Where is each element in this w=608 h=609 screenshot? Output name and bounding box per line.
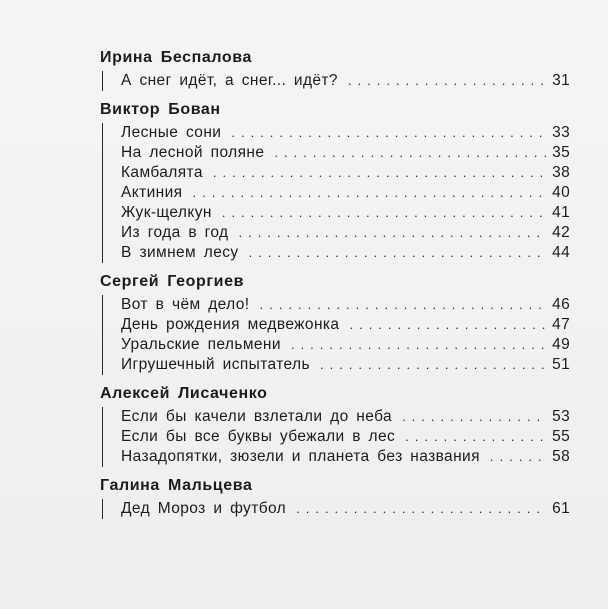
page-number: 42 — [552, 224, 570, 241]
page-number: 46 — [552, 296, 570, 313]
dot-leader — [490, 447, 546, 467]
toc-entry — [121, 243, 570, 263]
entry-list — [102, 407, 570, 467]
author-heading: Сергей Георгиев — [100, 273, 245, 290]
page-number: 53 — [552, 408, 570, 425]
dot-leader — [239, 223, 547, 243]
author-heading: Ирина Беспалова — [100, 49, 253, 66]
entry-title: Игрушечный испытатель — [121, 356, 310, 373]
toc-entry — [121, 183, 570, 203]
entry-title: День рождения медвежонка — [121, 316, 340, 333]
entry-list — [102, 499, 570, 519]
entry-title: Камбалята — [121, 164, 203, 181]
dot-leader — [222, 203, 546, 223]
entry-title: Актиния — [121, 184, 183, 201]
entry-title: Назадопятки, зюзели и планета без названия — [121, 448, 480, 465]
toc-entry — [121, 335, 570, 355]
toc-entry — [121, 315, 570, 335]
entry-title: А снег идёт, а снег... идёт? — [121, 72, 338, 89]
dot-leader — [274, 143, 546, 163]
page-number: 44 — [552, 244, 570, 261]
dot-leader — [320, 355, 546, 375]
page-number: 41 — [552, 204, 570, 221]
dot-leader — [402, 407, 546, 427]
page-number: 55 — [552, 428, 570, 445]
entry-title: В зимнем лесу — [121, 244, 239, 261]
dot-leader — [291, 335, 546, 355]
entry-title: На лесной поляне — [121, 144, 265, 161]
toc-entry — [121, 223, 570, 243]
page-number: 35 — [552, 144, 570, 161]
page-number: 58 — [552, 448, 570, 465]
toc-entry — [121, 123, 570, 143]
page-number: 31 — [552, 72, 570, 89]
toc-entry — [121, 203, 570, 223]
table-of-contents — [100, 48, 570, 528]
toc-entry — [121, 163, 570, 183]
page-number: 33 — [552, 124, 570, 141]
entry-title: Уральские пельмени — [121, 336, 281, 353]
dot-leader — [296, 499, 546, 519]
entry-list — [102, 123, 570, 263]
author-heading: Алексей Лисаченко — [100, 385, 268, 402]
entry-title: Если бы качели взлетали до неба — [121, 408, 393, 425]
page-number: 40 — [552, 184, 570, 201]
page-number: 51 — [552, 356, 570, 373]
toc-entry — [121, 143, 570, 163]
toc-entry — [121, 71, 570, 91]
page-number: 61 — [552, 500, 570, 517]
dot-leader — [405, 427, 546, 447]
entry-title: Дед Мороз и футбол — [121, 500, 287, 517]
dot-leader — [213, 163, 546, 183]
page-number: 38 — [552, 164, 570, 181]
toc-entry — [121, 447, 570, 467]
author-heading: Галина Мальцева — [100, 477, 253, 494]
entry-title: Если бы все буквы убежали в лес — [121, 428, 396, 445]
entry-title: Жук-щелкун — [121, 204, 212, 221]
entry-list — [102, 71, 570, 91]
entry-list — [102, 295, 570, 375]
dot-leader — [349, 315, 546, 335]
dot-leader — [231, 123, 546, 143]
page-number: 49 — [552, 336, 570, 353]
entry-title: Лесные сони — [121, 124, 222, 141]
toc-entry — [121, 427, 570, 447]
toc-entry — [121, 355, 570, 375]
author-heading: Виктор Бован — [100, 101, 221, 118]
entry-title: Вот в чём дело! — [121, 296, 250, 313]
toc-entry — [121, 499, 570, 519]
dot-leader — [249, 243, 546, 263]
dot-leader — [260, 295, 546, 315]
toc-entry — [121, 407, 570, 427]
dot-leader — [348, 71, 546, 91]
toc-entry — [121, 295, 570, 315]
page-number: 47 — [552, 316, 570, 333]
dot-leader — [192, 183, 546, 203]
entry-title: Из года в год — [121, 224, 229, 241]
